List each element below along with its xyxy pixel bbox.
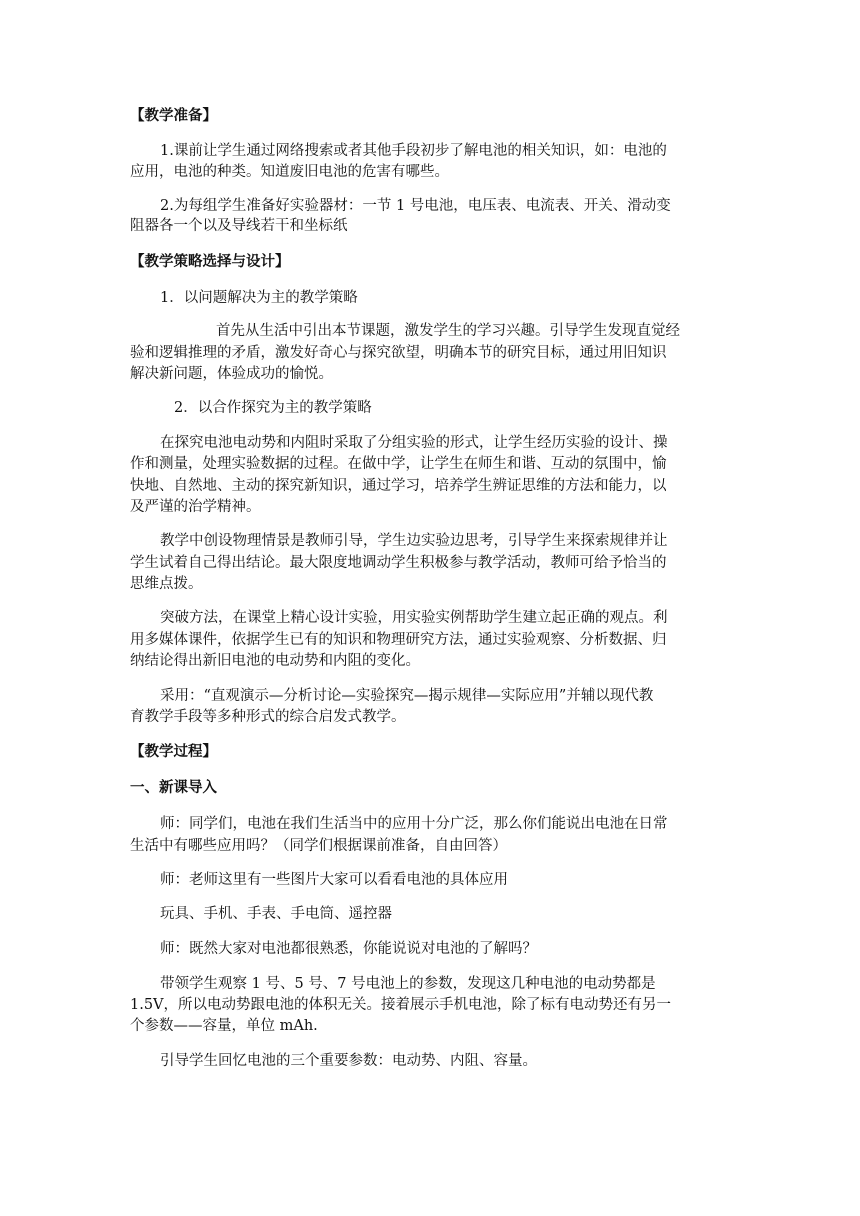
paragraph-line: 引导学生回忆电池的三个重要参数：电动势、内阻、容量。 xyxy=(160,1053,537,1069)
paragraph-line: 1.课前让学生通过网络搜索或者其他手段初步了解电池的相关知识，如：电池的 xyxy=(160,143,667,159)
paragraph-line: 玩具、手机、手表、手电筒、遥控器 xyxy=(160,906,392,922)
paragraph-line: 用多媒体课件，依据学生已有的知识和物理研究方法，通过实验观察、分析数据、归 xyxy=(130,632,667,648)
paragraph-line: 验和逻辑推理的矛盾，激发好奇心与探究欲望，明确本节的研究目标，通过用旧知识 xyxy=(130,345,667,361)
paragraph-line: 快地、自然地、主动的探究新知识，通过学习，培养学生辨证思维的方法和能力，以 xyxy=(130,478,667,494)
paragraph-line: 解决新问题，体验成功的愉悦。 xyxy=(130,366,333,382)
paragraph-line: 1.5V，所以电动势跟电池的体积无关。接着展示手机电池，除了标有电动势还有另一 xyxy=(130,997,672,1013)
paragraph-line: 2.为每组学生准备好实验器材：一节 1 号电池，电压表、电流表、开关、滑动变 xyxy=(160,198,671,214)
paragraph-line: 在探究电池电动势和内阻时采取了分组实验的形式，让学生经历实验的设计、操 xyxy=(160,435,668,451)
paragraph-line: 学生试着自己得出结论。最大限度地调动学生积极参与教学活动，教师可给予恰当的 xyxy=(130,555,667,571)
paragraph-line: 个参数——容量，单位 mAh. xyxy=(130,1018,318,1034)
paragraph-line: 纳结论得出新旧电池的电动势和内阻的变化。 xyxy=(130,653,420,669)
paragraph-line: 师：老师这里有一些图片大家可以看看电池的具体应用 xyxy=(160,872,508,888)
paragraph-line: 教学中创设物理情景是教师引导，学生边实验边思考，引导学生来探索规律并让 xyxy=(160,533,668,549)
paragraph-line: 采用：“直观演示—分析讨论—实验探究—揭示规律—实际应用”并辅以现代教 xyxy=(160,688,654,704)
paragraph-line: 思维点拨。 xyxy=(130,576,203,592)
paragraph-line: 师：既然大家对电池都很熟悉，你能说说对电池的了解吗？ xyxy=(160,941,537,957)
paragraph-line: 生活中有哪些应用吗？（同学们根据课前准备，自由回答） xyxy=(130,838,507,854)
paragraph-line: 应用，电池的种类。知道废旧电池的危害有哪些。 xyxy=(130,164,449,180)
section-heading-strategy: 【教学策略选择与设计】 xyxy=(130,254,290,270)
paragraph-line: 师：同学们，电池在我们生活当中的应用十分广泛，那么你们能说出电池在日常 xyxy=(160,816,668,832)
section-heading-prep: 【教学准备】 xyxy=(130,108,217,124)
paragraph-line: 带领学生观察 1 号、5 号、7 号电池上的参数，发现这几种电池的电动势都是 xyxy=(160,976,656,992)
paragraph-line: 育教学手段等多种形式的综合启发式教学。 xyxy=(130,709,406,725)
paragraph-line: 首先从生活中引出本节课题，激发学生的学习兴趣。引导学生发现直觉经 xyxy=(216,323,680,339)
list-item-heading: 1．以问题解决为主的教学策略 xyxy=(160,290,358,306)
paragraph-line: 阻器各一个以及导线若干和坐标纸 xyxy=(130,218,348,234)
paragraph-line: 及严谨的治学精神。 xyxy=(130,499,261,515)
paragraph-line: 突破方法，在课堂上精心设计实验，用实验实例帮助学生建立起正确的观点。利 xyxy=(160,610,668,626)
subsection-heading: 一、新课导入 xyxy=(130,780,217,796)
section-heading-process: 【教学过程】 xyxy=(130,744,217,760)
list-item-heading: 2．以合作探究为主的教学策略 xyxy=(174,400,372,416)
paragraph-line: 作和测量，处理实验数据的过程。在做中学，让学生在师生和谐、互动的氛围中，愉 xyxy=(130,456,667,472)
